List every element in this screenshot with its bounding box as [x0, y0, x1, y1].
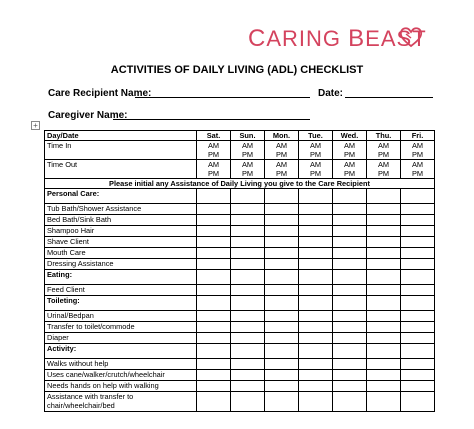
section-row [45, 344, 435, 359]
initial-cell[interactable] [367, 296, 401, 311]
initial-cell[interactable] [197, 296, 231, 311]
am-label: AM [241, 141, 254, 150]
activity-text: Shampoo Hair [47, 226, 95, 235]
section-row [45, 270, 435, 285]
initial-cell[interactable] [367, 322, 401, 333]
instruction-text: Please initial any Assistance of Daily Living you give to the Care Recipient [45, 179, 435, 189]
initial-cell[interactable] [231, 344, 265, 359]
adl-table [44, 130, 435, 412]
initial-cell[interactable] [265, 311, 299, 322]
am-label: AM [207, 141, 220, 150]
initial-cell[interactable] [265, 344, 299, 359]
initial-cell[interactable] [299, 322, 333, 333]
initial-cell[interactable] [299, 226, 333, 237]
initial-cell[interactable] [265, 333, 299, 344]
initial-cell[interactable] [265, 270, 299, 285]
initial-cell[interactable] [367, 333, 401, 344]
initial-cell[interactable] [367, 226, 401, 237]
initial-cell[interactable] [401, 296, 435, 311]
caregiver-label: Caregiver Name: [48, 110, 128, 121]
activity-text: Transfer to toilet/commode [47, 322, 135, 331]
day-header: Wed. [333, 131, 367, 141]
initial-cell[interactable] [333, 189, 367, 204]
initial-cell[interactable] [401, 248, 435, 259]
initial-cell[interactable] [197, 381, 231, 392]
table-row [45, 322, 435, 333]
initial-cell[interactable] [299, 296, 333, 311]
date-label: Date: [318, 88, 344, 99]
care-recipient-line[interactable] [135, 97, 310, 98]
initial-cell[interactable] [401, 226, 435, 237]
pm-label: PM [309, 169, 322, 178]
initial-cell[interactable] [333, 392, 367, 412]
initial-cell[interactable] [265, 381, 299, 392]
initial-cell[interactable] [333, 248, 367, 259]
pm-label: PM [275, 150, 288, 159]
time-cell[interactable] [197, 160, 231, 179]
activity-text: Tub Bath/Shower Assistance [47, 204, 142, 213]
time-cell[interactable] [401, 141, 435, 160]
initial-cell[interactable] [333, 270, 367, 285]
initial-cell[interactable] [333, 237, 367, 248]
initial-cell[interactable] [231, 296, 265, 311]
activity-label [45, 285, 197, 296]
initial-cell[interactable] [265, 259, 299, 270]
am-label: AM [343, 160, 356, 169]
initial-cell[interactable] [401, 344, 435, 359]
initial-cell[interactable] [401, 259, 435, 270]
table-row [45, 311, 435, 322]
initial-cell[interactable] [197, 189, 231, 204]
initial-cell[interactable] [333, 333, 367, 344]
initial-cell[interactable] [299, 359, 333, 370]
pm-label: PM [275, 169, 288, 178]
logo [248, 22, 427, 56]
activity-text: Feed Client [47, 285, 85, 294]
activity-text: Needs hands on help with walking [47, 381, 159, 390]
table-row [45, 248, 435, 259]
activity-label [45, 370, 197, 381]
pm-label: PM [411, 169, 424, 178]
caregiver-line[interactable] [113, 119, 310, 120]
am-label: AM [241, 160, 254, 169]
initial-cell[interactable] [401, 322, 435, 333]
day-header: Tue. [299, 131, 333, 141]
initial-cell[interactable] [401, 204, 435, 215]
pm-label: PM [309, 150, 322, 159]
initial-cell[interactable] [333, 226, 367, 237]
initial-cell[interactable] [231, 237, 265, 248]
initial-cell[interactable] [197, 204, 231, 215]
am-label: AM [411, 160, 424, 169]
time-cell[interactable] [231, 141, 265, 160]
activity-text: Toileting: [47, 296, 80, 305]
activity-label [45, 204, 197, 215]
initial-cell[interactable] [367, 204, 401, 215]
instruction-row [45, 179, 435, 189]
initial-cell[interactable] [197, 285, 231, 296]
activity-label [45, 322, 197, 333]
day-header: Mon. [265, 131, 299, 141]
initial-cell[interactable] [231, 370, 265, 381]
initial-cell[interactable] [197, 370, 231, 381]
am-label: AM [411, 141, 424, 150]
pm-label: PM [241, 169, 254, 178]
initial-cell[interactable] [299, 270, 333, 285]
pm-label: PM [343, 150, 356, 159]
initial-cell[interactable] [231, 392, 265, 412]
initial-cell[interactable] [197, 248, 231, 259]
initial-cell[interactable] [231, 204, 265, 215]
am-label: AM [207, 160, 220, 169]
initial-cell[interactable] [197, 322, 231, 333]
am-label: AM [275, 160, 288, 169]
activity-text: Walks without help [47, 359, 109, 368]
activity-label [45, 226, 197, 237]
initial-cell[interactable] [401, 189, 435, 204]
initial-cell[interactable] [401, 359, 435, 370]
activity-text: Shave Client [47, 237, 89, 246]
day-header: Sun. [231, 131, 265, 141]
initial-cell[interactable] [265, 189, 299, 204]
activity-text: Assistance with transfer to [47, 392, 134, 401]
initial-cell[interactable] [299, 311, 333, 322]
am-label: AM [309, 141, 322, 150]
table-row [45, 392, 435, 412]
am-label: AM [377, 141, 390, 150]
pm-label: PM [207, 169, 220, 178]
activity-label [45, 311, 197, 322]
activity-label [45, 215, 197, 226]
initial-cell[interactable] [231, 359, 265, 370]
initial-cell[interactable] [197, 392, 231, 412]
time-cell[interactable] [231, 160, 265, 179]
activity-text: Activity: [47, 344, 77, 353]
initial-cell[interactable] [299, 370, 333, 381]
initial-cell[interactable] [401, 215, 435, 226]
initial-cell[interactable] [197, 215, 231, 226]
table-row [45, 381, 435, 392]
activity-text: Personal Care: [47, 189, 100, 198]
initial-cell[interactable] [333, 311, 367, 322]
pm-label: PM [241, 150, 254, 159]
initial-cell[interactable] [333, 370, 367, 381]
initial-cell[interactable] [333, 381, 367, 392]
initial-cell[interactable] [197, 344, 231, 359]
initial-cell[interactable] [197, 311, 231, 322]
table-row [45, 285, 435, 296]
initial-cell[interactable] [265, 370, 299, 381]
activity-text: Mouth Care [47, 248, 86, 257]
activity-text: Dressing Assistance [47, 259, 114, 268]
section-label [45, 270, 197, 285]
initial-cell[interactable] [299, 237, 333, 248]
time-cell[interactable] [265, 141, 299, 160]
time-cell[interactable] [333, 141, 367, 160]
activity-label [45, 359, 197, 370]
table-row [45, 237, 435, 248]
am-label: AM [377, 160, 390, 169]
initial-cell[interactable] [231, 226, 265, 237]
table-row [45, 215, 435, 226]
section-label [45, 296, 197, 311]
initial-cell[interactable] [333, 344, 367, 359]
initial-cell[interactable] [197, 226, 231, 237]
initial-cell[interactable] [231, 311, 265, 322]
am-label: AM [343, 141, 356, 150]
initial-cell[interactable] [265, 296, 299, 311]
section-row [45, 189, 435, 204]
heart-icon [399, 26, 423, 48]
initial-cell[interactable] [401, 311, 435, 322]
initial-cell[interactable] [299, 344, 333, 359]
initial-cell[interactable] [367, 189, 401, 204]
initial-cell[interactable] [367, 381, 401, 392]
initial-cell[interactable] [231, 270, 265, 285]
initial-cell[interactable] [401, 333, 435, 344]
initial-cell[interactable] [197, 359, 231, 370]
initial-cell[interactable] [367, 344, 401, 359]
initial-cell[interactable] [401, 237, 435, 248]
initial-cell[interactable] [265, 237, 299, 248]
initial-cell[interactable] [367, 285, 401, 296]
time-out-row-label: Time Out [45, 160, 197, 179]
initial-cell[interactable] [401, 285, 435, 296]
initial-cell[interactable] [367, 237, 401, 248]
initial-cell[interactable] [197, 333, 231, 344]
pm-label: PM [377, 169, 390, 178]
activity-text: Bed Bath/Sink Bath [47, 215, 112, 224]
time-cell[interactable] [299, 160, 333, 179]
initial-cell[interactable] [265, 248, 299, 259]
section-label [45, 189, 197, 204]
initial-cell[interactable] [231, 248, 265, 259]
header-row [45, 131, 435, 141]
table-move-handle[interactable]: + [31, 121, 40, 130]
table-row [45, 226, 435, 237]
initial-cell[interactable] [333, 296, 367, 311]
time-cell[interactable] [265, 160, 299, 179]
initial-cell[interactable] [265, 392, 299, 412]
activity-text: Uses cane/walker/crutch/wheelchair [47, 370, 165, 379]
day-header: Fri. [401, 131, 435, 141]
initial-cell[interactable] [299, 189, 333, 204]
section-label [45, 344, 197, 359]
table-row [45, 333, 435, 344]
initial-cell[interactable] [231, 259, 265, 270]
day-date-header: Day/Date [45, 131, 197, 141]
time-cell[interactable] [197, 141, 231, 160]
table-row [45, 259, 435, 270]
activity-label [45, 381, 197, 392]
pm-label: PM [377, 150, 390, 159]
time-cell[interactable] [367, 160, 401, 179]
initial-cell[interactable] [367, 259, 401, 270]
initial-cell[interactable] [231, 189, 265, 204]
table-row [45, 370, 435, 381]
initial-cell[interactable] [265, 285, 299, 296]
logo-text: CARING BEAST [248, 25, 427, 52]
initial-cell[interactable] [367, 370, 401, 381]
initial-cell[interactable] [299, 215, 333, 226]
time-cell[interactable] [401, 160, 435, 179]
activity-text: Urinal/Bedpan [47, 311, 94, 320]
initial-cell[interactable] [231, 322, 265, 333]
initial-cell[interactable] [299, 204, 333, 215]
time-cell[interactable] [367, 141, 401, 160]
activity-text: Eating: [47, 270, 73, 279]
initial-cell[interactable] [367, 270, 401, 285]
time-in-row [45, 141, 435, 160]
initial-cell[interactable] [367, 359, 401, 370]
initial-cell[interactable] [265, 215, 299, 226]
initial-cell[interactable] [367, 248, 401, 259]
initial-cell[interactable] [333, 359, 367, 370]
initial-cell[interactable] [333, 215, 367, 226]
initial-cell[interactable] [367, 215, 401, 226]
initial-cell[interactable] [231, 215, 265, 226]
initial-cell[interactable] [231, 285, 265, 296]
initial-cell[interactable] [367, 392, 401, 412]
am-label: AM [309, 160, 322, 169]
time-in-row-label: Time In [45, 141, 197, 160]
activity-label [45, 333, 197, 344]
initial-cell[interactable] [401, 392, 435, 412]
initial-cell[interactable] [265, 322, 299, 333]
activity-label [45, 237, 197, 248]
pm-label: PM [207, 150, 220, 159]
table-row [45, 359, 435, 370]
day-header: Thu. [367, 131, 401, 141]
initial-cell[interactable] [197, 270, 231, 285]
initial-cell[interactable] [265, 204, 299, 215]
care-recipient-label: Care Recipient Name: [48, 88, 152, 99]
time-cell[interactable] [333, 160, 367, 179]
initial-cell[interactable] [231, 381, 265, 392]
initial-cell[interactable] [299, 381, 333, 392]
day-header: Sat. [197, 131, 231, 141]
section-row [45, 296, 435, 311]
activity-label [45, 248, 197, 259]
initial-cell[interactable] [299, 248, 333, 259]
initial-cell[interactable] [333, 322, 367, 333]
initial-cell[interactable] [333, 204, 367, 215]
time-out-row [45, 160, 435, 179]
initial-cell[interactable] [401, 381, 435, 392]
date-line[interactable] [345, 97, 433, 98]
initial-cell[interactable] [197, 237, 231, 248]
activity-text-line2: chair/wheelchair/bed [47, 401, 115, 410]
initial-cell[interactable] [299, 333, 333, 344]
activity-label [45, 259, 197, 270]
initial-cell[interactable] [333, 259, 367, 270]
am-label: AM [275, 141, 288, 150]
activity-text: Diaper [47, 333, 69, 342]
pm-label: PM [411, 150, 424, 159]
pm-label: PM [343, 169, 356, 178]
table-row [45, 204, 435, 215]
time-cell[interactable] [299, 141, 333, 160]
initial-cell[interactable] [265, 359, 299, 370]
initial-cell[interactable] [401, 270, 435, 285]
initial-cell[interactable] [299, 285, 333, 296]
initial-cell[interactable] [367, 311, 401, 322]
activity-label [45, 392, 197, 412]
initial-cell[interactable] [231, 333, 265, 344]
page-title: ACTIVITIES OF DAILY LIVING (ADL) CHECKLIST [110, 64, 364, 76]
initial-cell[interactable] [265, 226, 299, 237]
initial-cell[interactable] [299, 392, 333, 412]
initial-cell[interactable] [197, 259, 231, 270]
initial-cell[interactable] [333, 285, 367, 296]
initial-cell[interactable] [401, 370, 435, 381]
initial-cell[interactable] [299, 259, 333, 270]
